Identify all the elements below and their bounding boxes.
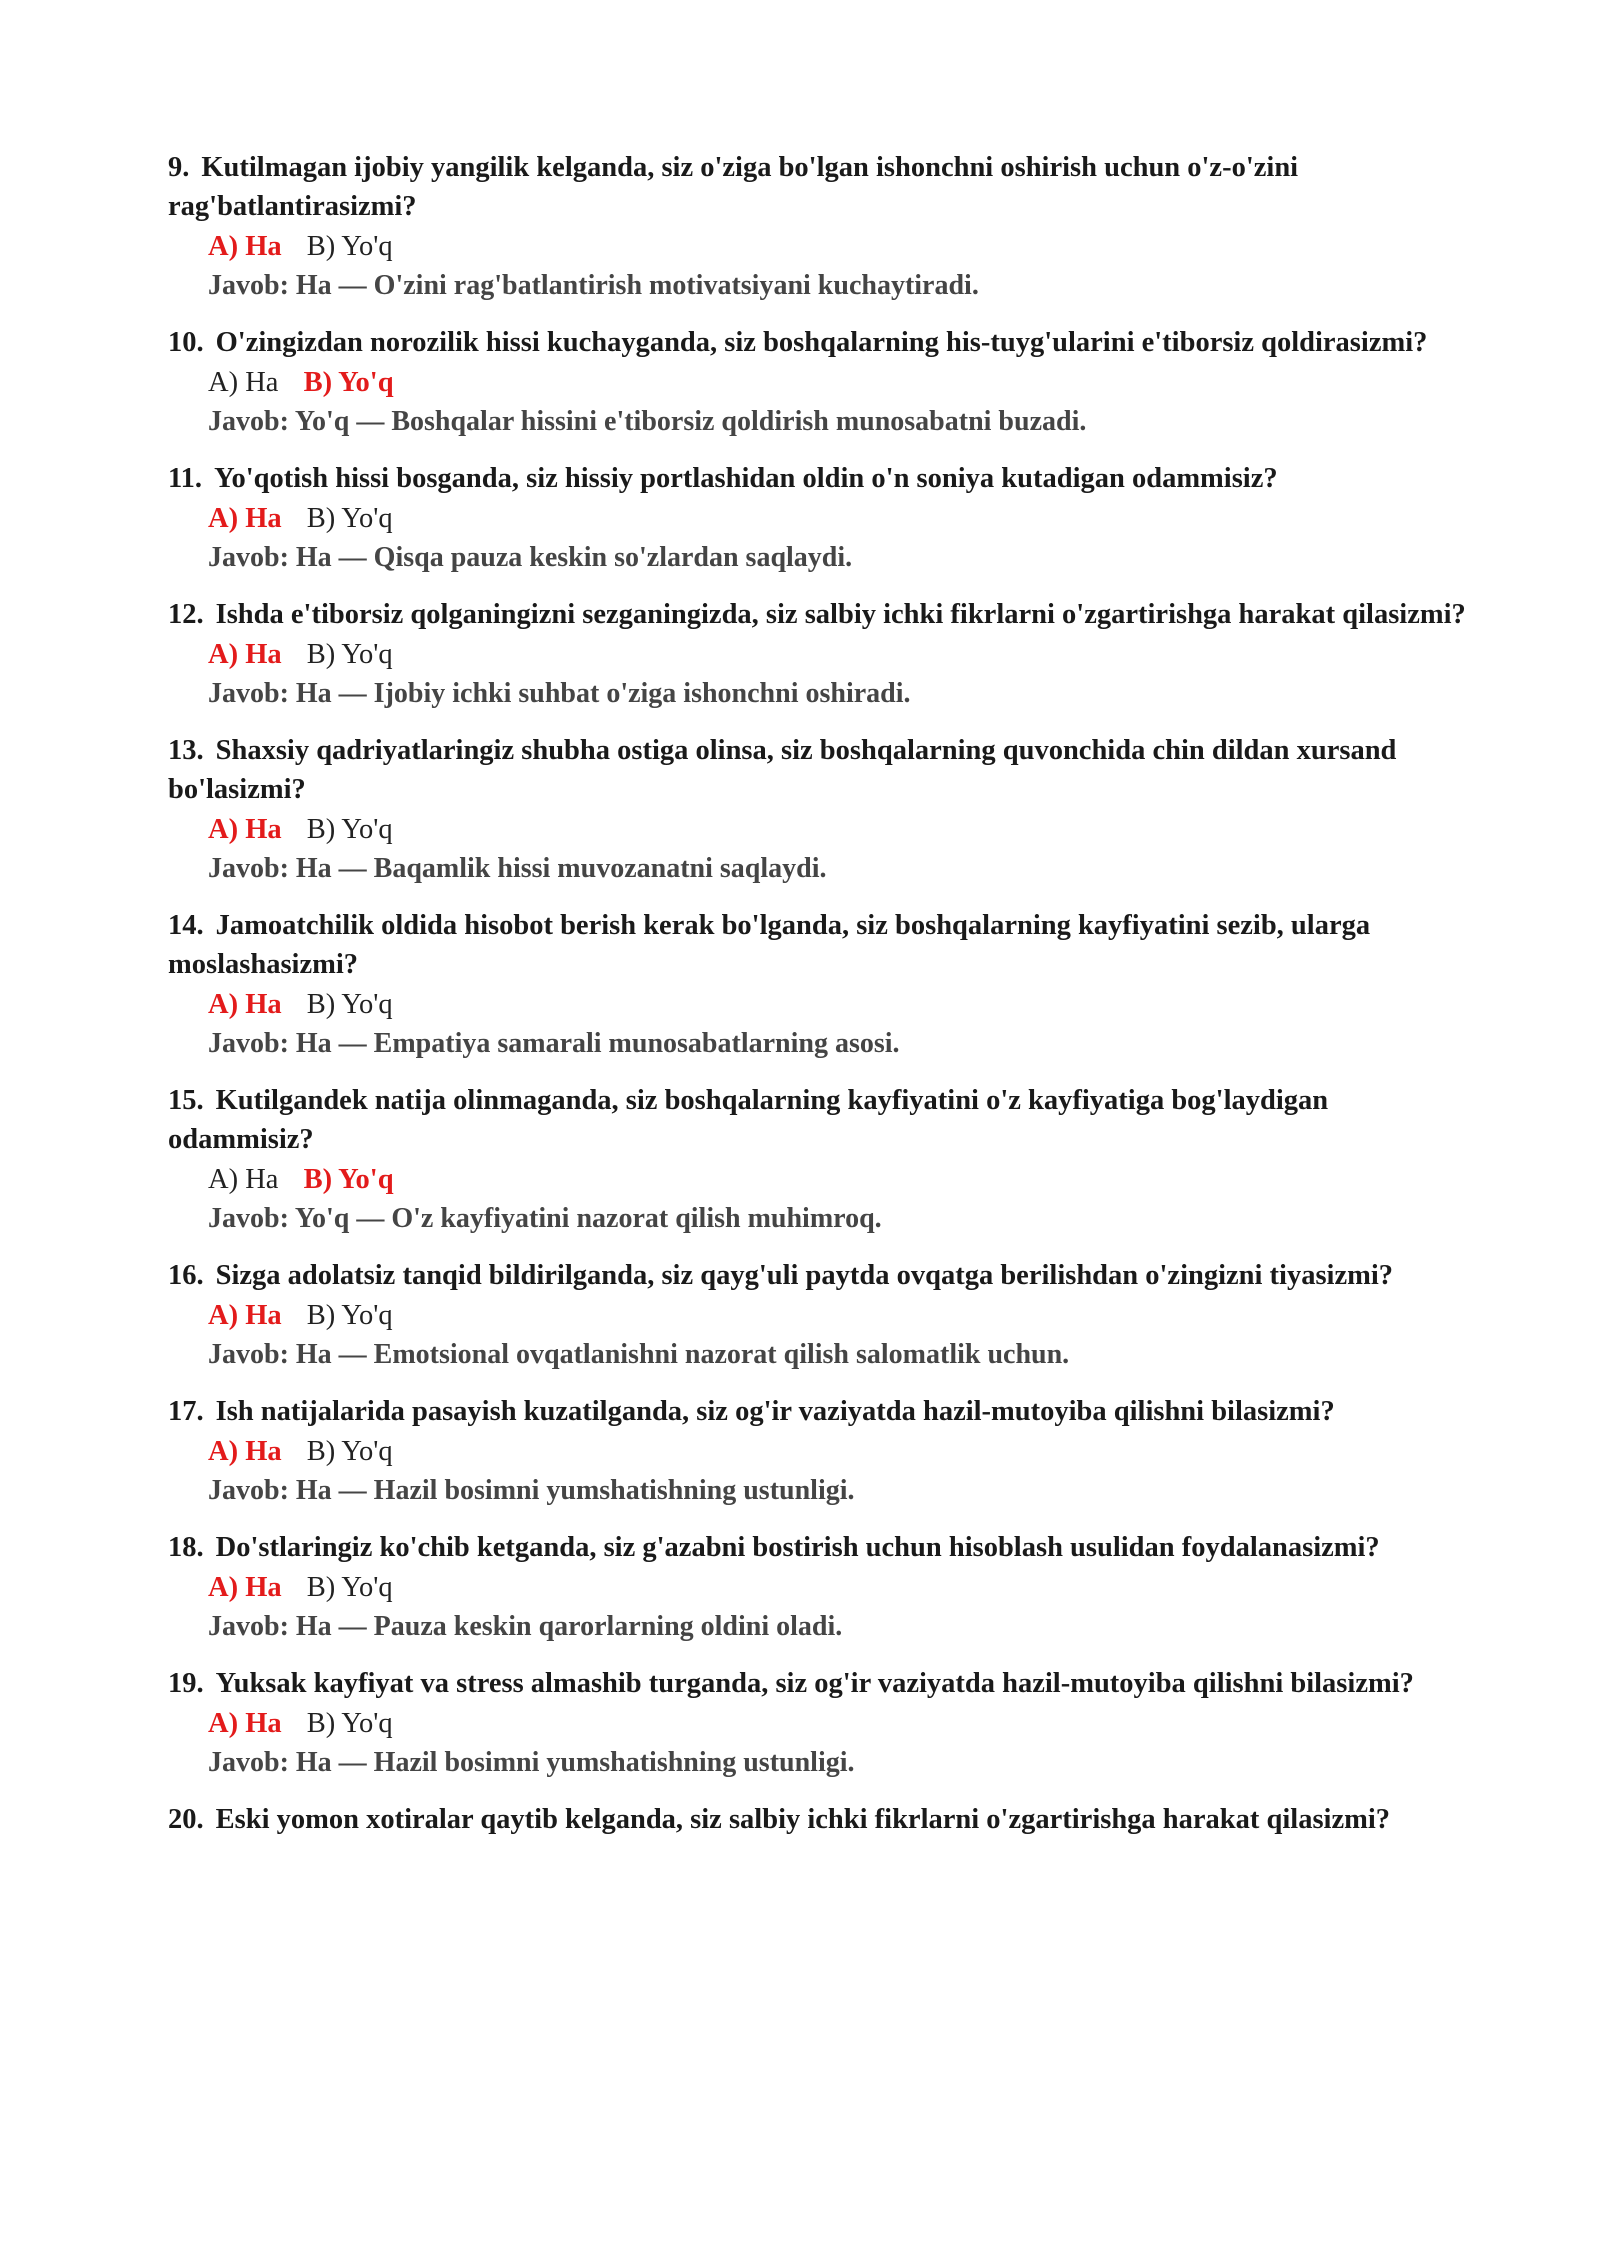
question-item xyxy=(168,459,1468,578)
option-a[interactable]: A) Ha xyxy=(208,639,282,670)
question-text xyxy=(168,1392,1468,1431)
answer-explanation: Javob: Ha — Empatiya samarali munosabatlarning asosi. xyxy=(208,1028,900,1059)
option-b[interactable]: B) Yo'q xyxy=(306,639,393,670)
answer-options xyxy=(208,985,1468,1024)
question-item xyxy=(168,1800,1468,1839)
option-b[interactable]: B) Yo'q xyxy=(303,1164,394,1195)
question-number: 14. xyxy=(168,910,204,941)
question-body: Do'stlaringiz ko'chib ketganda, siz g'azabni bostirish uchun hisoblash usulidan foydalanasizmi? xyxy=(215,1532,1380,1563)
question-body: Ishda e'tiborsiz qolganingizni sezganingizda, siz salbiy ichki fikrlarni o'zgartirishga harakat qilasizmi? xyxy=(215,599,1466,630)
question-item xyxy=(168,1081,1468,1239)
question-body: Kutilgandek natija olinmaganda, siz boshqalarning kayfiyatini o'z kayfiyatiga bog'laydigan odammisiz? xyxy=(168,1085,1329,1155)
question-number: 19. xyxy=(168,1668,204,1699)
answer-explanation: Javob: Ha — Pauza keskin qarorlarning oldini oladi. xyxy=(208,1611,843,1642)
question-body: Kutilmagan ijobiy yangilik kelganda, siz o'ziga bo'lgan ishonchni oshirish uchun o'z-o'zini rag'batlantirasizmi? xyxy=(168,152,1299,222)
question-body: Shaxsiy qadriyatlaringiz shubha ostiga olinsa, siz boshqalarning quvonchida chin dildan xursand bo'lasizmi? xyxy=(168,735,1397,805)
option-b[interactable]: B) Yo'q xyxy=(306,1708,393,1739)
question-text xyxy=(168,906,1468,984)
question-body: Yuksak kayfiyat va stress almashib turganda, siz og'ir vaziyatda hazil-mutoyiba qilishni bilasizmi? xyxy=(215,1668,1414,1699)
question-number: 12. xyxy=(168,599,204,630)
option-a[interactable]: A) Ha xyxy=(208,1300,282,1331)
answer-options xyxy=(208,1704,1468,1743)
option-a[interactable]: A) Ha xyxy=(208,814,282,845)
question-text xyxy=(168,595,1468,634)
question-body: Eski yomon xotiralar qaytib kelganda, siz salbiy ichki fikrlarni o'zgartirishga harakat qilasizmi? xyxy=(215,1804,1391,1835)
question-list xyxy=(168,148,1468,1856)
answer-options xyxy=(208,810,1468,849)
question-item xyxy=(168,1528,1468,1647)
answer-options xyxy=(208,363,1468,402)
question-body: Jamoatchilik oldida hisobot berish kerak bo'lganda, siz boshqalarning kayfiyatini sezib, ularga moslashasizmi? xyxy=(168,910,1371,980)
question-text xyxy=(168,1256,1468,1295)
answer-explanation: Javob: Yo'q — Boshqalar hissini e'tiborsiz qoldirish munosabatni buzadi. xyxy=(208,406,1087,437)
option-a[interactable]: A) Ha xyxy=(208,367,279,398)
answer-options xyxy=(208,499,1468,538)
option-a[interactable]: A) Ha xyxy=(208,231,282,262)
question-item xyxy=(168,148,1468,306)
question-number: 13. xyxy=(168,735,204,766)
question-number: 11. xyxy=(168,463,203,494)
option-b[interactable]: B) Yo'q xyxy=(306,503,393,534)
option-b[interactable]: B) Yo'q xyxy=(306,814,393,845)
answer-options xyxy=(208,635,1468,674)
question-text xyxy=(168,1081,1468,1159)
question-item xyxy=(168,1664,1468,1783)
answer-explanation: Javob: Ha — Emotsional ovqatlanishni nazorat qilish salomatlik uchun. xyxy=(208,1339,1070,1370)
question-body: O'zingizdan norozilik hissi kuchayganda, siz boshqalarning his-tuyg'ularini e'tiborsiz qoldirasizmi? xyxy=(215,327,1428,358)
question-item xyxy=(168,731,1468,889)
question-number: 16. xyxy=(168,1260,204,1291)
question-text xyxy=(168,1528,1468,1567)
question-item xyxy=(168,595,1468,714)
option-b[interactable]: B) Yo'q xyxy=(306,989,393,1020)
question-number: 10. xyxy=(168,327,204,358)
answer-explanation: Javob: Ha — Baqamlik hissi muvozanatni saqlaydi. xyxy=(208,853,827,884)
answer-options xyxy=(208,1432,1468,1471)
question-text xyxy=(168,1800,1468,1839)
answer-options xyxy=(208,1160,1468,1199)
option-b[interactable]: B) Yo'q xyxy=(303,367,394,398)
option-b[interactable]: B) Yo'q xyxy=(306,1300,393,1331)
option-a[interactable]: A) Ha xyxy=(208,503,282,534)
question-body: Ish natijalarida pasayish kuzatilganda, siz og'ir vaziyatda hazil-mutoyiba qilishni bilasizmi? xyxy=(215,1396,1335,1427)
answer-options xyxy=(208,1568,1468,1607)
option-a[interactable]: A) Ha xyxy=(208,1436,282,1467)
question-number: 9. xyxy=(168,152,190,183)
question-text xyxy=(168,148,1468,226)
question-body: Sizga adolatsiz tanqid bildirilganda, siz qayg'uli paytda ovqatga berilishdan o'zingizni tiyasizmi? xyxy=(215,1260,1394,1291)
option-b[interactable]: B) Yo'q xyxy=(306,231,393,262)
question-item xyxy=(168,1392,1468,1511)
answer-explanation: Javob: Ha — O'zini rag'batlantirish motivatsiyani kuchaytiradi. xyxy=(208,270,979,301)
question-number: 17. xyxy=(168,1396,204,1427)
question-text xyxy=(168,323,1468,362)
question-item xyxy=(168,1256,1468,1375)
option-a[interactable]: A) Ha xyxy=(208,1708,282,1739)
question-number: 18. xyxy=(168,1532,204,1563)
question-number: 20. xyxy=(168,1804,204,1835)
answer-explanation: Javob: Ha — Hazil bosimni yumshatishning ustunligi. xyxy=(208,1747,855,1778)
answer-options xyxy=(208,227,1468,266)
answer-explanation: Javob: Ha — Ijobiy ichki suhbat o'ziga ishonchni oshiradi. xyxy=(208,678,911,709)
option-a[interactable]: A) Ha xyxy=(208,989,282,1020)
question-text xyxy=(168,1664,1468,1703)
option-b[interactable]: B) Yo'q xyxy=(306,1572,393,1603)
answer-explanation: Javob: Yo'q — O'z kayfiyatini nazorat qilish muhimroq. xyxy=(208,1203,882,1234)
question-number: 15. xyxy=(168,1085,204,1116)
answer-explanation: Javob: Ha — Qisqa pauza keskin so'zlardan saqlaydi. xyxy=(208,542,853,573)
question-item xyxy=(168,323,1468,442)
question-body: Yo'qotish hissi bosganda, siz hissiy portlashidan oldin o'n soniya kutadigan odammisiz? xyxy=(214,463,1278,494)
answer-options xyxy=(208,1296,1468,1335)
question-text xyxy=(168,459,1468,498)
question-text xyxy=(168,731,1468,809)
option-b[interactable]: B) Yo'q xyxy=(306,1436,393,1467)
option-a[interactable]: A) Ha xyxy=(208,1164,279,1195)
question-item xyxy=(168,906,1468,1064)
answer-explanation: Javob: Ha — Hazil bosimni yumshatishning ustunligi. xyxy=(208,1475,855,1506)
option-a[interactable]: A) Ha xyxy=(208,1572,282,1603)
